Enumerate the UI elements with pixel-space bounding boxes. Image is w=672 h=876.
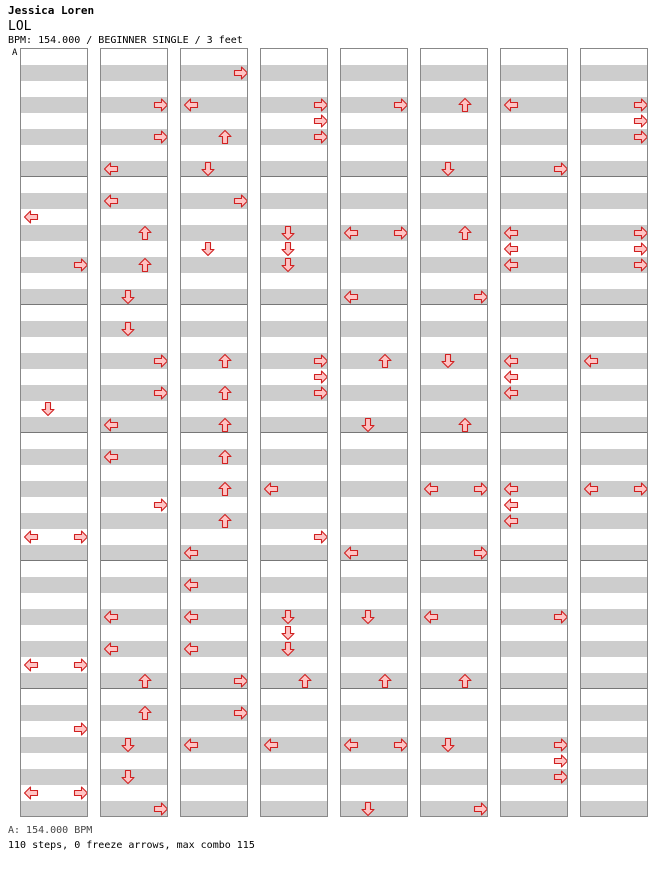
row-stripe (581, 769, 647, 785)
measure-line (501, 560, 567, 561)
row-stripe (21, 129, 87, 145)
arrow-left-icon (503, 241, 519, 257)
chart-column (500, 48, 568, 817)
arrow-right-icon (633, 241, 648, 257)
arrow-up-icon (217, 449, 233, 465)
row-stripe (581, 545, 647, 561)
row-stripe (21, 65, 87, 81)
row-stripe (261, 513, 327, 529)
arrow-right-icon (313, 529, 328, 545)
row-stripe (21, 353, 87, 369)
row-stripe (261, 545, 327, 561)
row-stripe (21, 225, 87, 241)
measure-line (261, 560, 327, 561)
arrow-down-icon (280, 641, 296, 657)
arrow-down-icon (200, 161, 216, 177)
row-stripe (101, 225, 167, 241)
arrow-down-icon (120, 289, 136, 305)
arrow-left-icon (503, 225, 519, 241)
arrow-left-icon (183, 737, 199, 753)
row-stripe (101, 673, 167, 689)
measure-line (181, 304, 247, 305)
arrow-left-icon (503, 481, 519, 497)
arrow-left-icon (23, 785, 39, 801)
arrow-right-icon (233, 705, 248, 721)
arrow-up-icon (457, 673, 473, 689)
arrow-left-icon (183, 577, 199, 593)
arrow-down-icon (120, 737, 136, 753)
row-stripe (21, 673, 87, 689)
measure-line (21, 176, 87, 177)
row-stripe (341, 161, 407, 177)
arrow-right-icon (633, 97, 648, 113)
arrow-up-icon (297, 673, 313, 689)
row-stripe (421, 417, 487, 433)
row-stripe (261, 801, 327, 817)
arrow-up-icon (377, 353, 393, 369)
row-stripe (21, 481, 87, 497)
row-stripe (421, 577, 487, 593)
row-stripe (581, 449, 647, 465)
arrow-down-icon (280, 609, 296, 625)
arrow-right-icon (633, 481, 648, 497)
row-stripe (581, 673, 647, 689)
row-stripe (181, 417, 247, 433)
arrow-right-icon (313, 113, 328, 129)
row-stripe (341, 449, 407, 465)
arrow-right-icon (313, 385, 328, 401)
arrow-down-icon (360, 417, 376, 433)
row-stripe (21, 737, 87, 753)
row-stripe (581, 801, 647, 817)
row-stripe (101, 513, 167, 529)
row-stripe (421, 385, 487, 401)
arrow-right-icon (153, 385, 168, 401)
arrow-right-icon (553, 161, 568, 177)
row-stripe (261, 321, 327, 337)
arrow-right-icon (73, 721, 88, 737)
arrow-left-icon (183, 641, 199, 657)
row-stripe (501, 641, 567, 657)
row-stripe (501, 449, 567, 465)
arrow-right-icon (473, 545, 488, 561)
row-stripe (21, 449, 87, 465)
arrow-down-icon (360, 801, 376, 817)
row-stripe (101, 257, 167, 273)
arrow-down-icon (360, 609, 376, 625)
row-stripe (101, 545, 167, 561)
arrow-down-icon (280, 225, 296, 241)
measure-line (261, 688, 327, 689)
arrow-right-icon (313, 353, 328, 369)
arrow-up-icon (137, 225, 153, 241)
row-stripe (581, 289, 647, 305)
measure-line (581, 304, 647, 305)
row-stripe (421, 321, 487, 337)
arrow-up-icon (457, 97, 473, 113)
chart-info: BPM: 154.000 / BEGINNER SINGLE / 3 feet (8, 35, 243, 46)
arrow-left-icon (23, 529, 39, 545)
row-stripe (581, 193, 647, 209)
arrow-down-icon (120, 321, 136, 337)
arrow-left-icon (263, 737, 279, 753)
row-stripe (421, 193, 487, 209)
arrow-right-icon (633, 225, 648, 241)
row-stripe (21, 417, 87, 433)
arrow-left-icon (423, 609, 439, 625)
row-stripe (21, 801, 87, 817)
arrow-right-icon (393, 737, 408, 753)
row-stripe (101, 705, 167, 721)
row-stripe (501, 577, 567, 593)
row-stripe (581, 737, 647, 753)
arrow-right-icon (313, 97, 328, 113)
row-stripe (581, 65, 647, 81)
row-stripe (21, 289, 87, 305)
row-stripe (21, 513, 87, 529)
arrow-left-icon (183, 545, 199, 561)
row-stripe (261, 673, 327, 689)
row-stripe (101, 65, 167, 81)
row-stripe (501, 673, 567, 689)
arrow-up-icon (217, 385, 233, 401)
row-stripe (501, 289, 567, 305)
arrow-down-icon (440, 353, 456, 369)
arrow-left-icon (503, 257, 519, 273)
row-stripe (181, 513, 247, 529)
measure-line (21, 304, 87, 305)
row-stripe (21, 385, 87, 401)
row-stripe (181, 801, 247, 817)
arrow-up-icon (377, 673, 393, 689)
row-stripe (341, 257, 407, 273)
row-stripe (421, 129, 487, 145)
row-stripe (341, 65, 407, 81)
measure-line (101, 560, 167, 561)
row-stripe (261, 289, 327, 305)
measure-line (21, 432, 87, 433)
arrow-down-icon (280, 625, 296, 641)
measure-line (581, 176, 647, 177)
arrow-down-icon (200, 241, 216, 257)
measure-line (501, 688, 567, 689)
arrow-left-icon (343, 737, 359, 753)
arrow-right-icon (73, 657, 88, 673)
row-stripe (181, 481, 247, 497)
row-stripe (261, 161, 327, 177)
arrow-left-icon (343, 289, 359, 305)
arrow-right-icon (313, 129, 328, 145)
row-stripe (341, 321, 407, 337)
row-stripe (21, 161, 87, 177)
arrow-right-icon (73, 257, 88, 273)
row-stripe (21, 193, 87, 209)
row-stripe (341, 513, 407, 529)
row-stripe (581, 609, 647, 625)
row-stripe (181, 321, 247, 337)
row-stripe (181, 225, 247, 241)
row-stripe (341, 769, 407, 785)
arrow-left-icon (183, 97, 199, 113)
row-stripe (181, 449, 247, 465)
chart-column (180, 48, 248, 817)
row-stripe (21, 609, 87, 625)
measure-line (421, 688, 487, 689)
row-stripe (581, 385, 647, 401)
row-stripe (181, 257, 247, 273)
measure-line (261, 304, 327, 305)
row-stripe (21, 641, 87, 657)
measure-line (341, 176, 407, 177)
row-stripe (421, 641, 487, 657)
step-stats: 110 steps, 0 freeze arrows, max combo 115 (8, 840, 255, 851)
measure-line (501, 432, 567, 433)
arrow-right-icon (393, 225, 408, 241)
arrow-left-icon (103, 193, 119, 209)
arrow-up-icon (217, 481, 233, 497)
row-stripe (341, 673, 407, 689)
measure-line (581, 432, 647, 433)
row-stripe (421, 225, 487, 241)
arrow-up-icon (217, 417, 233, 433)
row-stripe (341, 385, 407, 401)
row-stripe (261, 65, 327, 81)
arrow-left-icon (103, 641, 119, 657)
arrow-left-icon (23, 657, 39, 673)
row-stripe (101, 577, 167, 593)
arrow-left-icon (103, 609, 119, 625)
row-stripe (581, 641, 647, 657)
row-stripe (501, 705, 567, 721)
row-stripe (501, 545, 567, 561)
arrow-down-icon (120, 769, 136, 785)
row-stripe (341, 481, 407, 497)
arrow-right-icon (553, 737, 568, 753)
row-stripe (261, 577, 327, 593)
arrow-right-icon (633, 113, 648, 129)
arrow-right-icon (473, 481, 488, 497)
arrow-left-icon (343, 225, 359, 241)
row-stripe (421, 673, 487, 689)
measure-line (341, 688, 407, 689)
arrow-right-icon (633, 257, 648, 273)
chart-column (100, 48, 168, 817)
row-stripe (421, 449, 487, 465)
row-stripe (341, 577, 407, 593)
arrow-left-icon (503, 513, 519, 529)
song-title: LOL (8, 19, 32, 34)
arrow-left-icon (423, 481, 439, 497)
section-marker: A (12, 48, 18, 58)
arrow-right-icon (153, 801, 168, 817)
measure-line (261, 432, 327, 433)
row-stripe (341, 193, 407, 209)
arrow-left-icon (503, 369, 519, 385)
row-stripe (581, 705, 647, 721)
arrow-right-icon (553, 753, 568, 769)
row-stripe (341, 353, 407, 369)
arrow-up-icon (137, 673, 153, 689)
chart-column (340, 48, 408, 817)
arrow-right-icon (393, 97, 408, 113)
arrow-left-icon (23, 209, 39, 225)
row-stripe (261, 193, 327, 209)
chart-column (260, 48, 328, 817)
row-stripe (181, 289, 247, 305)
row-stripe (421, 705, 487, 721)
row-stripe (21, 705, 87, 721)
arrow-right-icon (313, 369, 328, 385)
row-stripe (21, 321, 87, 337)
arrow-right-icon (73, 529, 88, 545)
row-stripe (181, 385, 247, 401)
measure-line (421, 432, 487, 433)
row-stripe (421, 257, 487, 273)
arrow-down-icon (440, 161, 456, 177)
row-stripe (261, 417, 327, 433)
row-stripe (261, 769, 327, 785)
arrow-down-icon (40, 401, 56, 417)
row-stripe (581, 161, 647, 177)
arrow-up-icon (137, 257, 153, 273)
arrow-right-icon (553, 769, 568, 785)
chart-column (420, 48, 488, 817)
row-stripe (501, 417, 567, 433)
row-stripe (421, 97, 487, 113)
arrow-down-icon (280, 257, 296, 273)
arrow-right-icon (233, 673, 248, 689)
row-stripe (501, 801, 567, 817)
measure-line (21, 560, 87, 561)
arrow-left-icon (103, 161, 119, 177)
row-stripe (421, 65, 487, 81)
arrow-up-icon (137, 705, 153, 721)
arrow-left-icon (183, 609, 199, 625)
row-stripe (21, 97, 87, 113)
row-stripe (501, 129, 567, 145)
measure-line (261, 176, 327, 177)
arrow-right-icon (473, 289, 488, 305)
arrow-right-icon (153, 497, 168, 513)
arrow-up-icon (217, 353, 233, 369)
bpm-summary: A: 154.000 BPM (8, 825, 93, 836)
row-stripe (421, 769, 487, 785)
measure-line (21, 688, 87, 689)
arrow-left-icon (503, 97, 519, 113)
measure-line (581, 688, 647, 689)
arrow-right-icon (473, 801, 488, 817)
arrow-up-icon (217, 129, 233, 145)
arrow-left-icon (103, 417, 119, 433)
arrow-right-icon (153, 97, 168, 113)
row-stripe (21, 577, 87, 593)
row-stripe (181, 769, 247, 785)
arrow-right-icon (553, 609, 568, 625)
row-stripe (421, 513, 487, 529)
arrow-right-icon (73, 785, 88, 801)
measure-line (581, 560, 647, 561)
arrow-left-icon (583, 481, 599, 497)
row-stripe (501, 65, 567, 81)
row-stripe (341, 129, 407, 145)
arrow-left-icon (103, 449, 119, 465)
row-stripe (21, 769, 87, 785)
chart-column (20, 48, 88, 817)
row-stripe (21, 545, 87, 561)
arrow-left-icon (583, 353, 599, 369)
row-stripe (581, 321, 647, 337)
row-stripe (501, 321, 567, 337)
measure-line (101, 688, 167, 689)
arrow-right-icon (633, 129, 648, 145)
measure-line (501, 304, 567, 305)
row-stripe (581, 513, 647, 529)
arrow-down-icon (440, 737, 456, 753)
chart-column (580, 48, 648, 817)
arrow-left-icon (503, 385, 519, 401)
row-stripe (261, 449, 327, 465)
arrow-right-icon (153, 129, 168, 145)
arrow-right-icon (233, 193, 248, 209)
arrow-up-icon (457, 417, 473, 433)
row-stripe (101, 481, 167, 497)
row-stripe (341, 641, 407, 657)
row-stripe (341, 705, 407, 721)
row-stripe (581, 577, 647, 593)
row-stripe (261, 705, 327, 721)
measure-line (181, 432, 247, 433)
arrow-left-icon (263, 481, 279, 497)
arrow-right-icon (153, 353, 168, 369)
row-stripe (181, 353, 247, 369)
arrow-up-icon (457, 225, 473, 241)
arrow-down-icon (280, 241, 296, 257)
artist-name: Jessica Loren (8, 4, 95, 17)
arrow-left-icon (503, 497, 519, 513)
row-stripe (501, 193, 567, 209)
arrow-left-icon (503, 353, 519, 369)
arrow-left-icon (343, 545, 359, 561)
arrow-right-icon (233, 65, 248, 81)
row-stripe (581, 417, 647, 433)
row-stripe (181, 129, 247, 145)
arrow-up-icon (217, 513, 233, 529)
